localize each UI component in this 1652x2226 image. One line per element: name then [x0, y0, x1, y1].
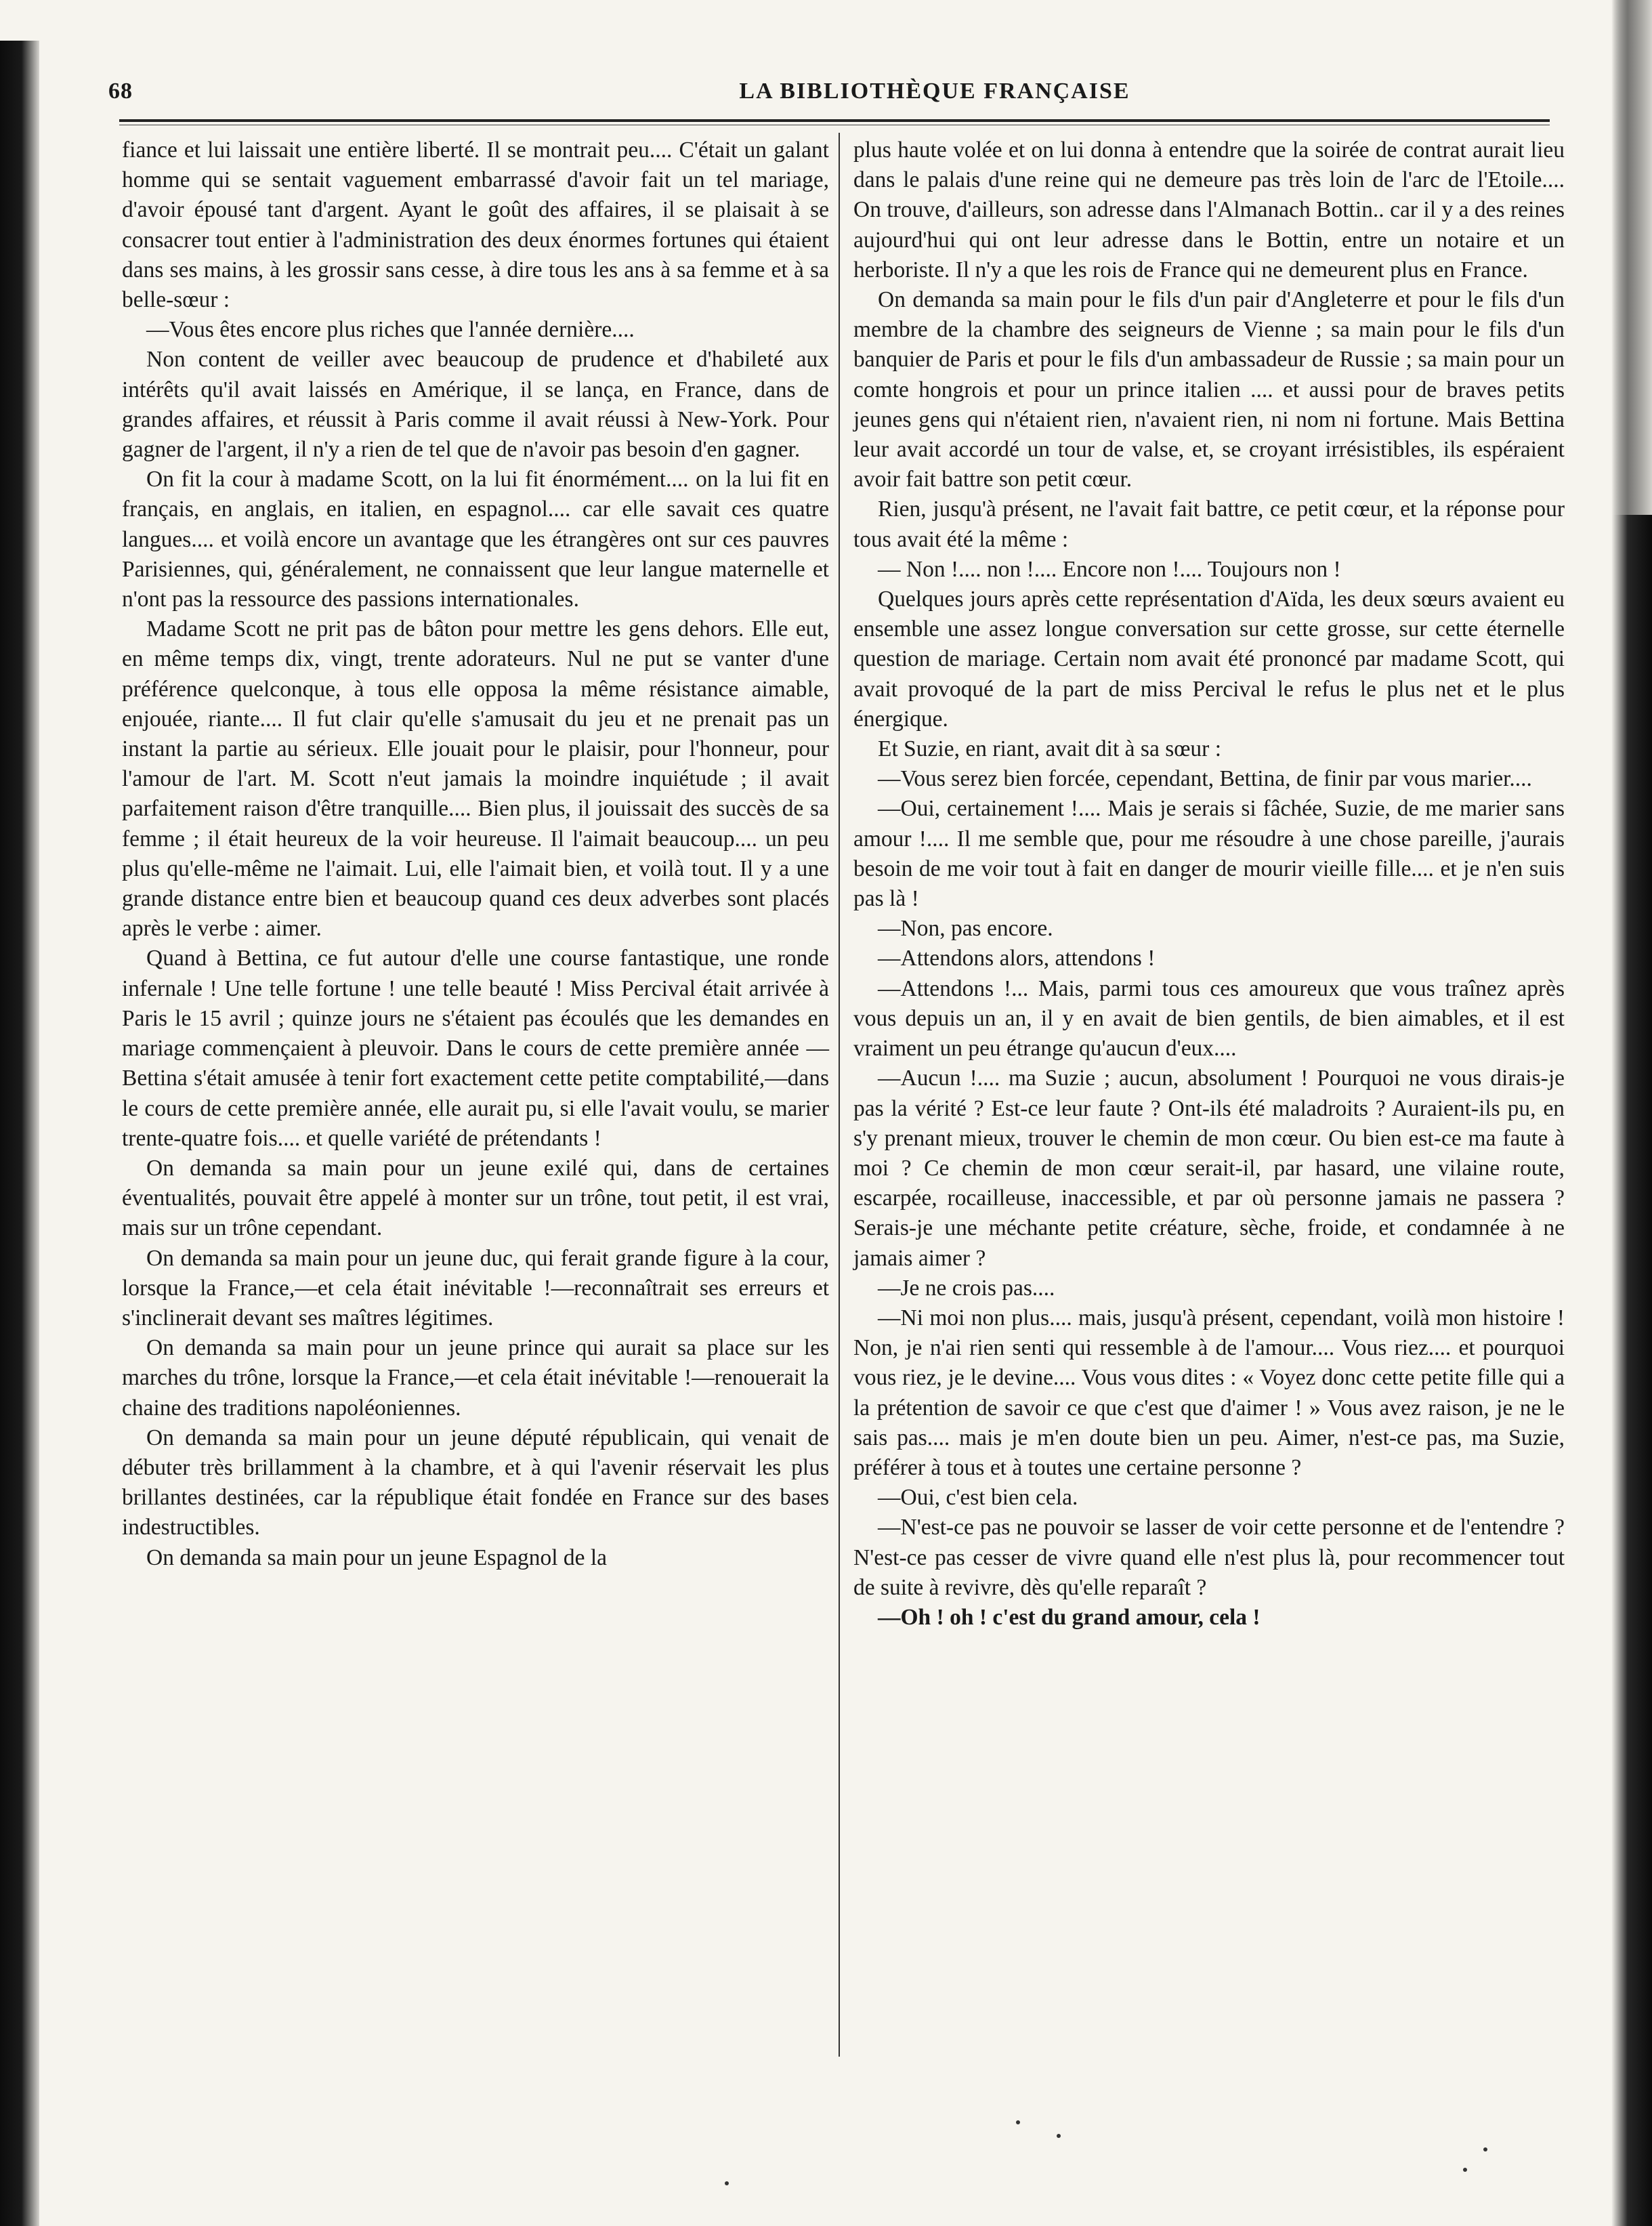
page-number: 68: [108, 79, 133, 104]
paragraph: —Attendons !... Mais, parmi tous ces amoureux que vous traînez après vous depuis un an, il y en avait de bien gentils, de bien aimables, et il est vraiment un peu étrange qu'aucun d'eux....: [853, 975, 1565, 1062]
page-header: [95, 73, 1531, 111]
paragraph: —Oui, c'est bien cela.: [878, 1485, 1078, 1511]
paragraph: On demanda sa main pour un jeune duc, qui ferait grande figure à la cour, lorsque la France,—et cela était inévitable !—reconnaîtrait ses erreurs et s'inclinerait devant ses maîtres légitimes.: [122, 1245, 829, 1330]
paragraph: —Oh ! oh ! c'est du grand amour, cela !: [878, 1604, 1261, 1630]
paragraph: On demanda sa main pour un jeune Espagnol de la: [146, 1545, 608, 1570]
paragraph: —Attendons alors, attendons !: [878, 946, 1156, 971]
scan-speck: [1057, 2134, 1061, 2138]
paragraph: —Oui, certainement !.... Mais je serais si fâchée, Suzie, de me marier sans amour !.... Il me semble que, pour me résoudre à une chose pareille, j'aurais besoin de me voir tout à fait en danger de mourir vieille fille.... et je n'en suis pas là !: [853, 796, 1565, 912]
paragraph: Quelques jours après cette représentation d'Aïda, les deux sœurs avaient eu ensemble une assez longue conversation sur cette grosse, sur cette éternelle question de mariage. Certain nom avait été prononcé par madame Scott, qui avait provoqué de la part de miss Percival le refus le plus net et le plus énergique.: [853, 587, 1565, 732]
paragraph: On demanda sa main pour un jeune prince qui aurait sa place sur les marches du trône, lorsque la France,—et cela était inévitable !—renouerait la chaine des traditions napoléoniennes.: [122, 1335, 829, 1421]
paragraph: — Non !.... non !.... Encore non !.... Toujours non !: [878, 556, 1341, 582]
paragraph: Non content de veiller avec beaucoup de prudence et d'habileté aux intérêts qu'il avait laissés en Amérique, il se lança, en France, dans de grandes affaires, et réussit à Paris comme il avait réussi à New-York. Pour gagner de l'argent, il n'y a rien de tel que de n'avoir pas besoin d'en gagner.: [122, 347, 829, 463]
scan-speck: [725, 2181, 729, 2185]
paragraph: Madame Scott ne prit pas de bâton pour mettre les gens dehors. Elle eut, en même temps dix, vingt, trente adorateurs. Nul ne put se vanter d'une préférence quelconque, à tous elle opposa la même résistance aimable, enjouée, riante.... Il fut clair qu'elle s'amusait du jeu et ne prenait pas un instant la partie au sérieux. Elle jouait pour le plaisir, pour l'honneur, pour l'amour de l'art. M. Scott n'eut jamais la moindre inquiétude ; il avait parfaitement raison d'être tranquille.... Bien plus, il jouissait des succès de sa femme ; il était heureux de la voir heureuse. Il l'aimait beaucoup.... un peu plus qu'elle-même ne l'aimait. Lui, elle l'aimait bien, et voilà tout. Il y a une grande distance entre bien et beaucoup quand ces deux adverbes sont placés après le verbe : aimer.: [122, 616, 829, 942]
paragraph: —Aucun !.... ma Suzie ; aucun, absolument ! Pourquoi ne vous dirais-je pas la vérité ? Est-ce leur faute ? Ont-ils été maladroits ? Auraient-ils pu, en s'y prenant mieux, trouver le chemin de mon cœur. Ou bien est-ce ma faute à moi ? Ce chemin de mon cœur serait-il, par hasard, une vilaine route, escarpée, rocailleuse, inaccessible, et par où personne jamais ne passera ? Serais-je une méchante petite créature, sèche, froide, et condamnée à ne jamais aimer ?: [853, 1066, 1565, 1271]
paragraph: fiance et lui laissait une entière liberté. Il se montrait peu.... C'était un galant homme qui se sentait vaguement embarrassé d'avoir fait un tel mariage, d'avoir épousé tant d'argent. Ayant le goût des affaires, il se plaisait à se consacrer tout entier à l'administration des deux énormes fortunes qui étaient dans ses mains, à les grossir sans cesse, à dire tous les ans à sa femme et à sa belle-sœur :: [122, 138, 829, 313]
paragraph: —Vous êtes encore plus riches que l'année dernière....: [146, 317, 635, 343]
paragraph: Quand à Bettina, ce fut autour d'elle une course fantastique, une ronde infernale ! Une telle fortune ! une telle beauté ! Miss Percival était arrivée à Paris le 15 avril ; quinze jours ne s'étaient pas écoulés que les demandes en mariage commençaient à pleuvoir. Dans le cours de cette première année —Bettina s'était amusée à tenir fort exactement cette petite comptabilité,—dans le cours de cette première année, elle aurait pu, si elle l'avait voulu, se marier trente-quatre fois.... et quelle variété de prétendants !: [122, 946, 829, 1151]
running-title: LA BIBLIOTHÈQUE FRANÇAISE: [739, 79, 1130, 104]
paragraph: —Je ne crois pas....: [878, 1275, 1055, 1301]
scan-left-edge: [0, 41, 39, 2226]
paragraph: On fit la cour à madame Scott, on la lui fit énormément.... on la lui fit en français, en anglais, en italien, en espagnol.... car elle savait ces quatre langues.... et voilà encore un avantage que les étrangères ont sur ces pauvres Parisiennes, qui, généralement, ne connaissent que leur langue maternelle et n'ont pas la ressource des passions internationales.: [122, 467, 829, 612]
right-column: [853, 135, 1565, 1633]
scan-right-edge-highlight: [1611, 0, 1652, 515]
paragraph: —Vous serez bien forcée, cependant, Bettina, de finir par vous marier....: [878, 766, 1532, 792]
paragraph: Et Suzie, en riant, avait dit à sa sœur :: [878, 736, 1222, 762]
scan-speck: [1463, 2168, 1467, 2172]
paragraph: —Ni moi non plus.... mais, jusqu'à présent, cependant, voilà mon histoire ! Non, je n'ai rien senti qui ressemble à de l'amour.... Vous riez.... et pourquoi vous riez, je le devine.... Vous vous dites : « Voyez donc cette petite fille qui a la prétention de savoir ce que c'est que d'aimer ! » Vous avez raison, je ne le sais pas.... mais je m'en doute bien un peu. Aimer, n'est-ce pas, ma Suzie, préférer à tous et à toutes une certaine personne ?: [853, 1305, 1565, 1480]
paragraph: Rien, jusqu'à présent, ne l'avait fait battre, ce petit cœur, et la réponse pour tous avait été la même :: [853, 497, 1565, 552]
paragraph: —Non, pas encore.: [878, 916, 1053, 942]
paragraph: On demanda sa main pour le fils d'un pair d'Angleterre et pour le fils d'un membre de la chambre des seigneurs de Vienne ; sa main pour le fils d'un banquier de Paris et pour le fils d'un ambassadeur de Russie ; sa main pour un comte hongrois et pour un prince italien .... et aussi pour de braves petits jeunes gens qui n'étaient rien, n'avaient rien, ni nom ni fortune. Mais Bettina leur avait accordé un tour de valse, et, se croyant irrésistibles, ils espéraient avoir fait battre son petit cœur.: [853, 287, 1565, 492]
header-rule: [119, 119, 1550, 122]
paragraph: On demanda sa main pour un jeune député républicain, qui venait de débuter très brillamment à la chambre, et à qui l'avenir réservait les plus brillantes destinées, car la république était fondée en France sur des bases indestructibles.: [122, 1425, 829, 1540]
paragraph: —N'est-ce pas ne pouvoir se lasser de voir cette personne et de l'entendre ? N'est-ce pas cesser de vivre quand elle n'est plus là, pour recommencer tout de suite à revivre, dès qu'elle reparaît ?: [853, 1515, 1565, 1600]
scan-speck: [1483, 2147, 1487, 2151]
column-divider: [839, 133, 840, 2057]
paragraph: On demanda sa main pour un jeune exilé qui, dans de certaines éventualités, pouvait être appelé à monter sur un trône, tout petit, il est vrai, mais sur un trône cependant.: [122, 1155, 829, 1241]
left-column: [122, 135, 829, 1573]
paragraph: plus haute volée et on lui donna à entendre que la soirée de contrat aurait lieu dans le palais d'une reine qui ne demeure pas très loin de l'arc de l'Etoile.... On trouve, d'ailleurs, son adresse dans l'Almanach Bottin.. car il y a des reines aujourd'hui qui ont leur adresse dans le Bottin, entre un notaire et un herboriste. Il n'y a que les rois de France qui ne demeurent plus en France.: [853, 138, 1565, 282]
scan-speck: [1016, 2120, 1020, 2124]
